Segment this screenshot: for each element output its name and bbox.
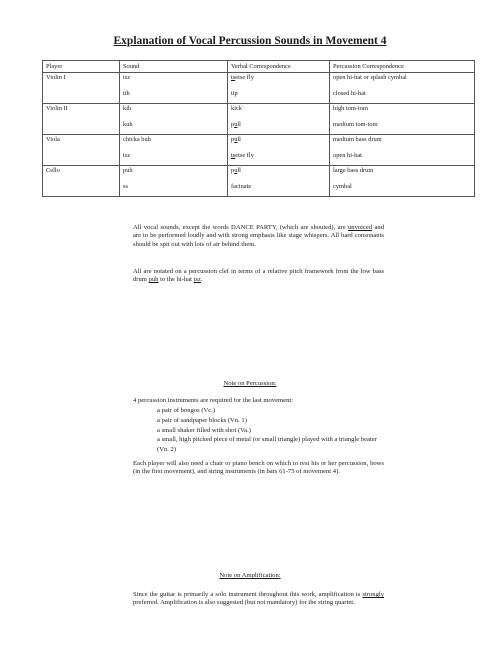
- verbal-text: etse fly: [235, 152, 254, 159]
- para-text: and are to be performed loudly and with strong emphasis like stage whispers. All hard consonants should be spit out with lots of air behind them.: [133, 224, 384, 248]
- cell-player: Violin II: [43, 104, 120, 135]
- para-text: to the hi-hat: [158, 276, 194, 284]
- percussion-note-heading: Note on Percussion:: [223, 380, 277, 387]
- verbal-text: p: [231, 121, 235, 128]
- para-emphasis: unvoiced: [347, 224, 373, 231]
- cell-line: [231, 136, 326, 144]
- para-text: All are notated on a percussion clef in terms of a relative pitch framework from the low bass drum: [133, 268, 384, 284]
- cell-player: Violin I: [43, 73, 120, 104]
- list-item: a small, high pitched piece of metal (or small triangle) played with a triangle beater (Vn. 2): [157, 436, 377, 454]
- table-row: [43, 135, 475, 166]
- verbal-emphasis: u: [234, 121, 238, 128]
- percussion-setup-paragraph: Each player will also need a chair or piano bench on which to rest his or her percussion, bows (in the first movement), and string instruments (in bars 61-75 of movement 4).: [133, 460, 384, 476]
- para-text: preferred. Amplification is also suggested (but not mandatory) for the string quartet.: [133, 599, 355, 607]
- cell-line: tsz: [123, 152, 131, 159]
- cell-sound: [120, 104, 228, 135]
- cell-line: [231, 152, 326, 159]
- verbal-text: ll: [237, 167, 241, 174]
- header-sound: Sound: [120, 61, 228, 73]
- table-header-row: [43, 61, 475, 73]
- verbal-emphasis: u: [234, 167, 238, 174]
- para-text: .: [200, 276, 203, 284]
- cell-sound: [120, 73, 228, 104]
- cell-sound: [120, 135, 228, 166]
- header-percussion-correspondence: Percussion Correspondence: [330, 61, 475, 73]
- cell-line: [231, 74, 326, 82]
- cell-verbal: [228, 73, 330, 104]
- cell-line: kuh: [123, 121, 133, 128]
- cell-line: large bass drum: [333, 167, 374, 174]
- cell-line: kih: [123, 105, 132, 112]
- cell-verbal: [228, 166, 330, 197]
- cell-line: open hi-hat or splash cymbal: [333, 74, 407, 81]
- amplification-paragraph: [133, 591, 384, 608]
- cell-line: cymbal: [333, 183, 352, 190]
- cell-player: Cello: [43, 166, 120, 197]
- verbal-text: cinate: [235, 183, 252, 190]
- cell-line: [231, 90, 326, 97]
- verbal-text: ll: [237, 121, 241, 128]
- amplification-note-heading: Note on Amplification:: [219, 572, 281, 579]
- cell-line: open hi-hat: [333, 152, 362, 159]
- verbal-text: p: [231, 167, 235, 174]
- percussion-instrument-list: [157, 406, 387, 455]
- verbal-text: etse fly: [235, 74, 254, 81]
- verbal-text: tip: [231, 90, 238, 97]
- cell-line: tsz: [123, 74, 131, 81]
- verbal-text: ll: [237, 136, 241, 143]
- page-title: Explanation of Vocal Percussion Sounds in Movement 4: [113, 35, 387, 47]
- para-emphasis: puh: [148, 276, 159, 284]
- percussion-intro: 4 percussion instruments are required for the last movement:: [133, 397, 294, 404]
- verbal-text: fa: [231, 183, 236, 190]
- verbal-emphasis: ts: [231, 74, 236, 81]
- cell-line: chicka buh: [123, 136, 151, 143]
- header-player: Player: [43, 61, 120, 73]
- cell-line: medium bass drum: [333, 136, 382, 143]
- list-item: a pair of sandpaper blocks (Vn. 1): [157, 416, 247, 424]
- cell-line: closed hi-hat: [333, 90, 366, 97]
- para-text: All vocal sounds, except the words DANCE PARTY, (which are shouted), are: [133, 224, 348, 231]
- table-row: [43, 73, 475, 104]
- cell-verbal: [228, 135, 330, 166]
- cell-percussion: [330, 166, 475, 197]
- cell-verbal: [228, 104, 330, 135]
- vocal-sounds-paragraph: [133, 224, 384, 249]
- para-text: Since the guitar is primarily a solo instrument throughout this work, amplification is: [133, 591, 363, 598]
- list-item: a pair of bongos (Vc.): [157, 407, 216, 414]
- verbal-emphasis: u: [234, 136, 238, 143]
- table-row: [43, 104, 475, 135]
- cell-sound: [120, 166, 228, 197]
- verbal-text: p: [231, 136, 235, 143]
- cell-percussion: [330, 104, 475, 135]
- cell-percussion: [330, 135, 475, 166]
- verbal-text: kick: [231, 105, 243, 112]
- cell-line: [231, 121, 326, 128]
- vocal-percussion-table: [42, 60, 475, 197]
- cell-line: tih: [123, 90, 130, 97]
- cell-percussion: [330, 73, 475, 104]
- list-item: a small shaker filled with shot (Va.): [157, 426, 251, 434]
- cell-line: ss: [123, 183, 128, 190]
- cell-line: [231, 105, 326, 113]
- para-emphasis: strongly: [362, 591, 384, 598]
- cell-line: [231, 183, 326, 190]
- cell-line: high tom-tom: [333, 105, 368, 112]
- cell-line: puh: [123, 167, 133, 174]
- notation-paragraph: [133, 268, 384, 285]
- verbal-emphasis: ts: [231, 152, 236, 159]
- para-emphasis: tsz: [193, 276, 201, 284]
- cell-line: medium tom-tom: [333, 121, 378, 128]
- header-verbal-correspondence: Verbal Correspondence: [228, 61, 330, 73]
- cell-player: Viola: [43, 135, 120, 166]
- table-row: [43, 166, 475, 197]
- cell-line: [231, 167, 326, 175]
